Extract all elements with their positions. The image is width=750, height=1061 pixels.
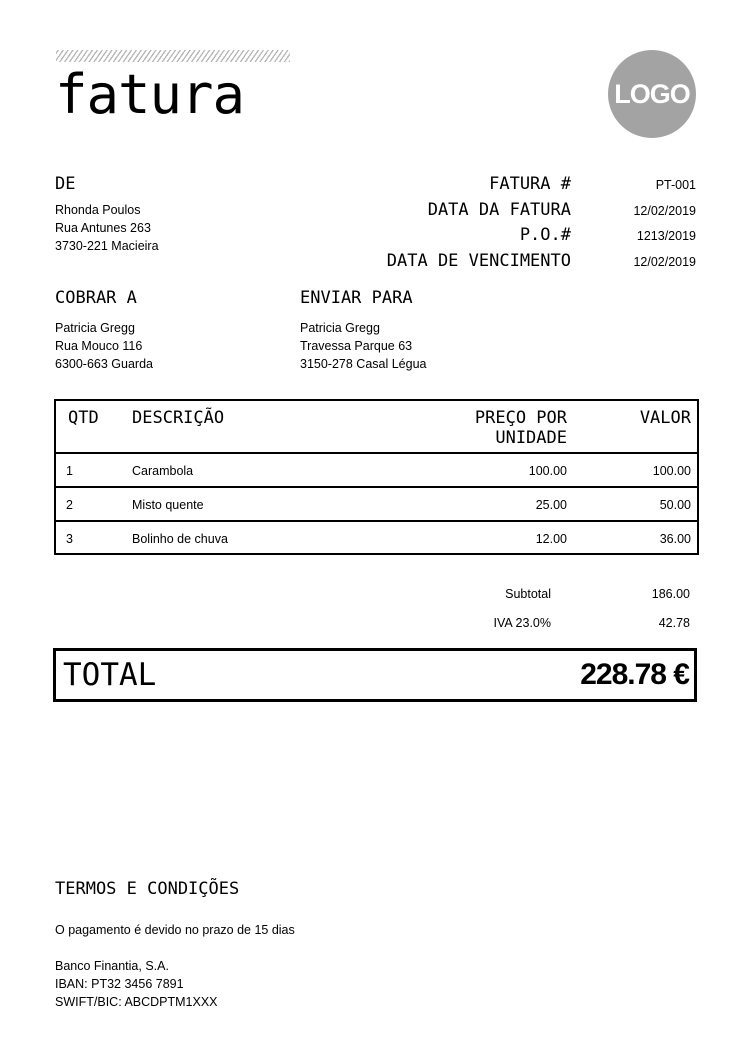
table-row [56, 454, 697, 488]
terms-heading: TERMOS E CONDIÇÕES [55, 879, 240, 899]
invoice-date-label: DATA DA FATURA [427, 200, 571, 220]
header-unit-price [475, 408, 567, 448]
items-table-header [56, 401, 697, 454]
total-box [53, 648, 697, 702]
subtotal-label: Subtotal [505, 587, 551, 601]
invoice-date-value: 12/02/2019 [633, 204, 696, 218]
invoice-date-row [330, 200, 696, 222]
header-description: DESCRIÇÃO [132, 408, 225, 428]
tax-label: IVA 23.0% [493, 616, 551, 630]
logo-placeholder [608, 50, 696, 138]
bill-to-street: Rua Mouco 116 [55, 339, 143, 353]
total-label: TOTAL [63, 657, 157, 693]
bill-to-address [55, 319, 153, 373]
row-qty: 3 [66, 532, 73, 546]
row-amount: 100.00 [652, 464, 691, 478]
table-row [56, 488, 697, 522]
invoice-title: fatura [55, 63, 245, 126]
row-description: Bolinho de chuva [132, 532, 228, 546]
invoice-number-row [330, 174, 696, 196]
bill-to-city: 6300-663 Guarda [55, 357, 153, 371]
row-unit-price: 25.00 [535, 498, 567, 512]
ship-to-label: ENVIAR PARA [300, 288, 413, 308]
header-unit-price-line2: UNIDADE [495, 428, 567, 448]
row-unit-price: 100.00 [528, 464, 567, 478]
table-row [56, 522, 697, 554]
ship-to-address [300, 319, 427, 373]
po-number-row [330, 225, 696, 247]
logo-text: LOGO [614, 78, 690, 109]
po-number-label: P.O.# [519, 225, 571, 245]
due-date-value: 12/02/2019 [633, 255, 696, 269]
bank-swift: SWIFT/BIC: ABCDPTM1XXX [55, 995, 218, 1009]
invoice-number-value: PT-001 [655, 178, 696, 192]
tax-value: 42.78 [658, 616, 690, 630]
total-value: 228.78 € [580, 658, 689, 691]
ship-to-street: Travessa Parque 63 [300, 339, 413, 353]
header-amount: VALOR [639, 408, 691, 428]
header-qty: QTD [68, 408, 99, 428]
row-qty: 2 [66, 498, 73, 512]
from-address [55, 201, 159, 255]
items-table [54, 399, 699, 555]
row-description: Carambola [132, 464, 194, 478]
row-description: Misto quente [132, 498, 204, 512]
invoice-number-label: FATURA # [489, 174, 571, 194]
from-name: Rhonda Poulos [55, 203, 141, 217]
from-label: DE [55, 174, 76, 194]
row-amount: 50.00 [659, 498, 691, 512]
bank-name: Banco Finantia, S.A. [55, 959, 169, 973]
due-date-label: DATA DE VENCIMENTO [386, 251, 571, 271]
payment-note: O pagamento é devido no prazo de 15 dias [55, 923, 295, 937]
ship-to-name: Patricia Gregg [300, 321, 380, 335]
bill-to-name: Patricia Gregg [55, 321, 135, 335]
po-number-value: 1213/2019 [636, 229, 696, 243]
ship-to-city: 3150-278 Casal Légua [300, 357, 427, 371]
decorative-stripes [56, 50, 290, 62]
row-unit-price: 12.00 [535, 532, 567, 546]
bill-to-label: COBRAR A [55, 288, 137, 308]
bank-iban: IBAN: PT32 3456 7891 [55, 977, 184, 991]
bank-details [55, 957, 218, 1011]
row-qty: 1 [66, 464, 73, 478]
subtotal-value: 186.00 [651, 587, 690, 601]
from-city: 3730-221 Macieira [55, 239, 159, 253]
header-unit-price-line1: PREÇO POR [474, 408, 567, 428]
from-street: Rua Antunes 263 [55, 221, 151, 235]
row-amount: 36.00 [659, 532, 691, 546]
due-date-row [330, 251, 696, 273]
